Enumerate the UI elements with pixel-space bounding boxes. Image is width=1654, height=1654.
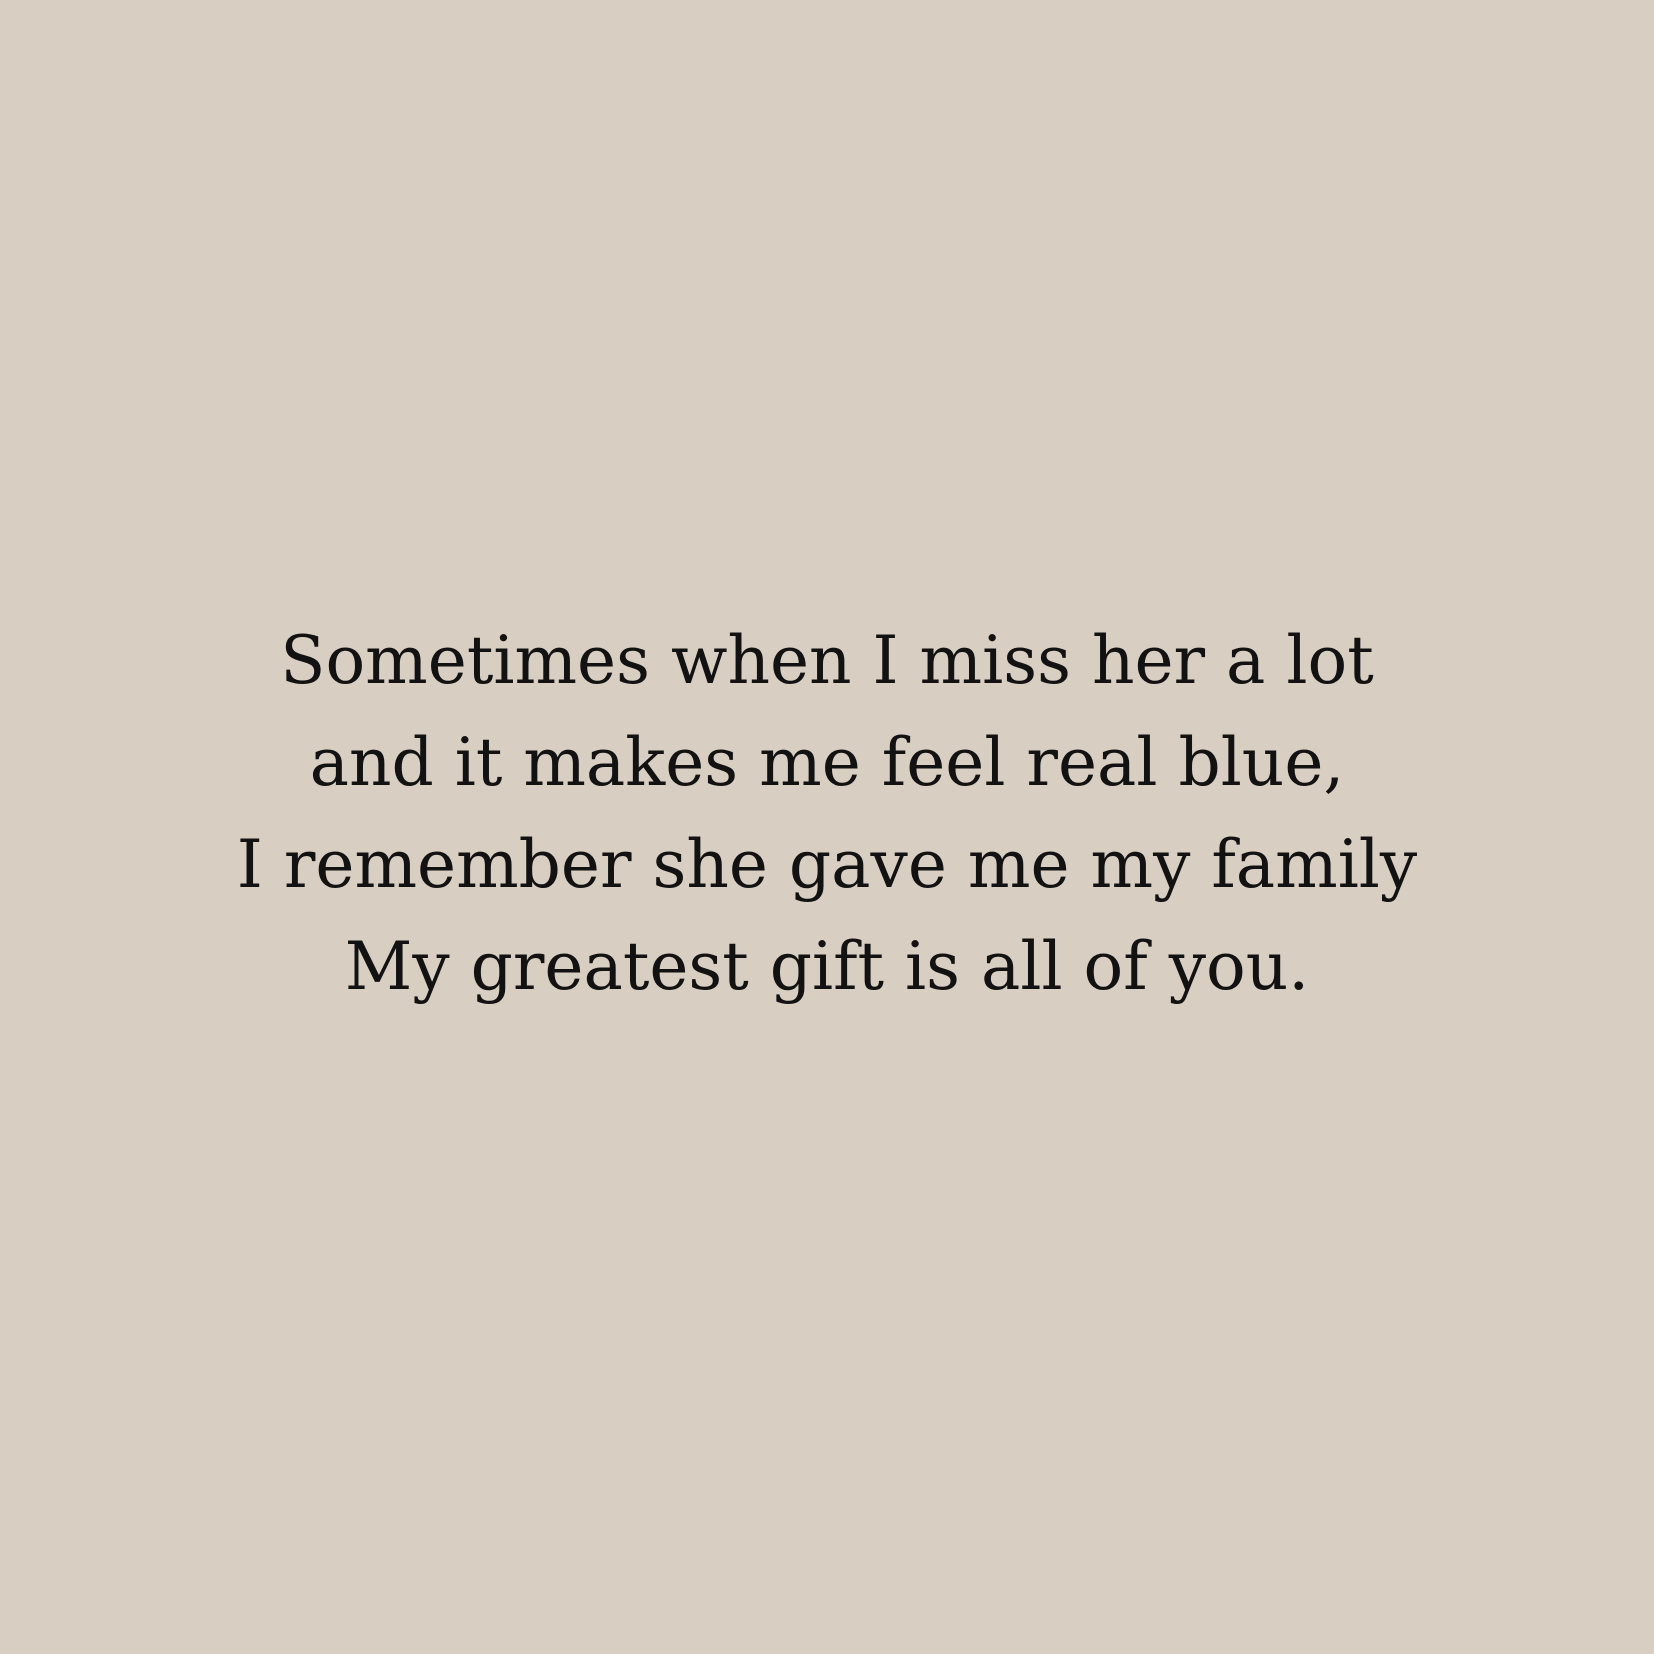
poem-text xyxy=(0,610,1654,1018)
poem-line-4: My greatest gift is all of you. xyxy=(344,928,1310,1005)
poem-line-2: and it makes me feel real blue, xyxy=(309,724,1345,801)
poem-line-1: Sometimes when I miss her a lot xyxy=(280,622,1374,699)
poem-line-3: I remember she gave me my family xyxy=(236,826,1418,903)
